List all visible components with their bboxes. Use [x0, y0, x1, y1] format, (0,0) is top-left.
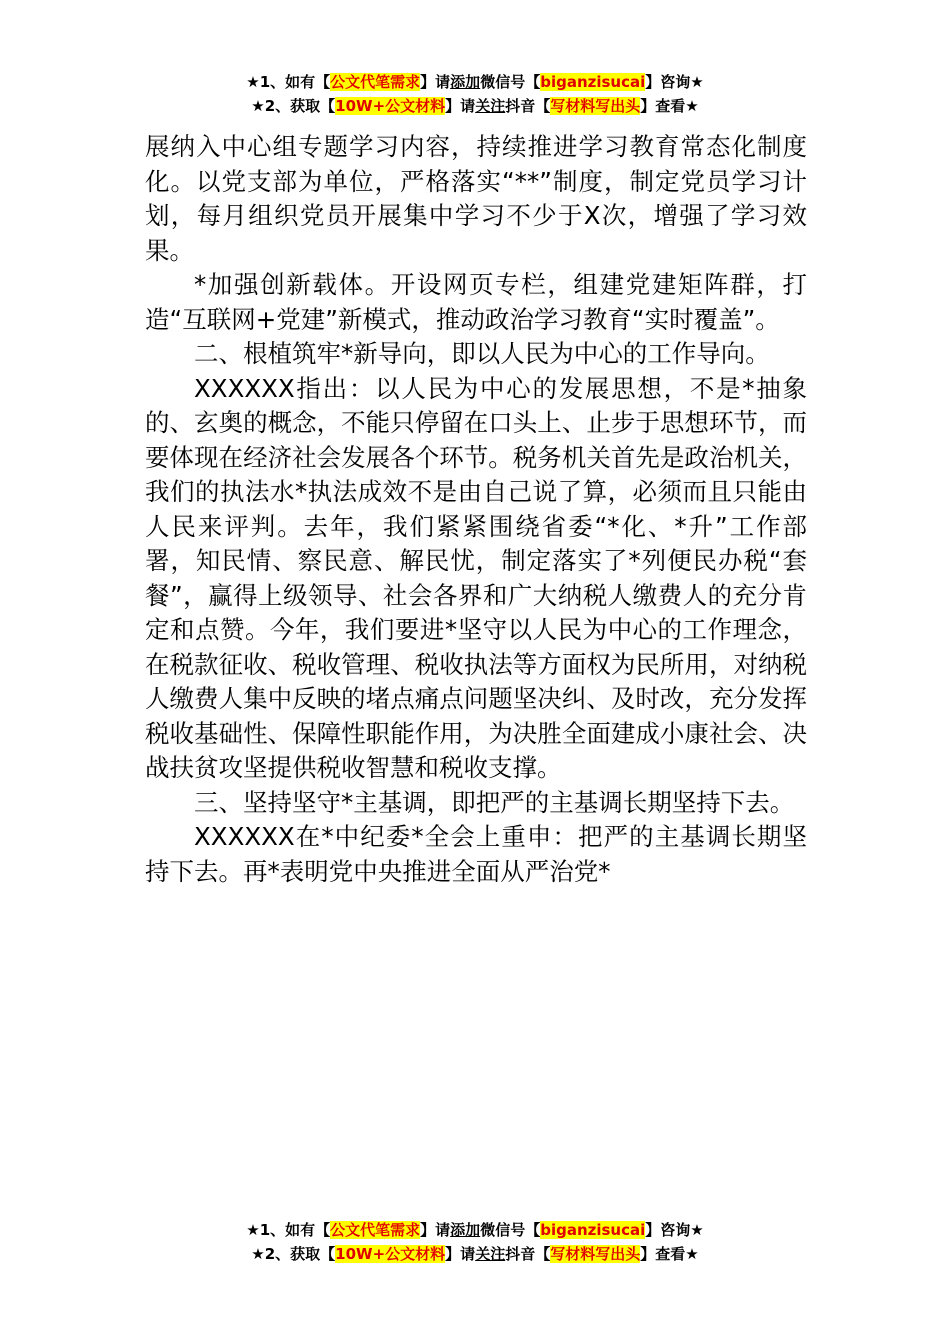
banner-underlined: 添加 — [450, 1221, 481, 1239]
paragraph: XXXXXX指出：以人民为中心的发展思想，不是*抽象的、玄奥的概念，不能只停留在口头上、止步于思想环节，而要体现在经济社会发展各个环节。税务机关首先是政治机关，我们的执法水*执法成效不是由自己说了算，必须而且只能由人民来评判。去年，我们紧紧围绕省委“*化、*升”工作部署，知民情、察民意、解民忧，制定落实了*列便民办税“套餐”，赢得上级领导、社会各界和广大纳税人缴费人的充分肯定和点赞。今年，我们要进*坚守以人民为中心的工作理念，在税款征收、税收管理、税收执法等方面权为民所用，对纳税人缴费人集中反映的堵点痛点问题坚决纠、及时改，充分发挥税收基础性、保障性职能作用，为决胜全面建成小康社会、决战扶贫攻坚提供税收智慧和税收支撑。 — [145, 373, 807, 782]
banner-text: 】咨询 — [645, 73, 691, 91]
footer-banner — [0, 1218, 950, 1266]
star-icon: ★ — [690, 1221, 704, 1239]
banner-underlined: 添加 — [450, 73, 481, 91]
banner-text: 2、获取【 — [264, 97, 336, 115]
paragraph: XXXXXX在*中纪委*全会上重申：把严的主基调长期坚持下去。再*表明党中央推进全面从严治党* — [145, 822, 807, 886]
paragraph: *加强创新载体。开设网页专栏，组建党建矩阵群，打造“互联网+党建”新模式，推动政治学习教育“实时覆盖”。 — [145, 270, 807, 334]
highlight-materials: 10W+公文材料 — [335, 97, 446, 115]
star-icon: ★ — [246, 73, 260, 91]
highlight-wechat-id: biganzisucai — [540, 73, 646, 91]
star-icon: ★ — [690, 73, 704, 91]
banner-text: 微信号【 — [480, 73, 541, 91]
highlight-douyin: 写材料写出头 — [550, 97, 641, 115]
banner-line-1 — [0, 70, 950, 94]
banner-text: 】查看 — [640, 97, 686, 115]
star-icon: ★ — [246, 1221, 260, 1239]
highlight-wechat-id: biganzisucai — [540, 1221, 646, 1239]
header-banner — [0, 70, 950, 118]
banner-underlined: 关注 — [475, 97, 506, 115]
banner-text: 】请 — [420, 1221, 451, 1239]
banner-text: 微信号【 — [480, 1221, 541, 1239]
section-heading: 二、根植筑牢*新导向，即以人民为中心的工作导向。 — [194, 339, 770, 368]
banner-text: 】请 — [445, 1245, 476, 1263]
document-body — [145, 130, 807, 889]
highlight-douyin: 写材料写出头 — [550, 1245, 641, 1263]
banner-text: 】咨询 — [645, 1221, 691, 1239]
banner-line-1 — [0, 1218, 950, 1242]
banner-line-2 — [0, 94, 950, 118]
section-heading: 三、坚持坚守*主基调，即把严的主基调长期坚持下去。 — [194, 787, 795, 817]
highlight-materials: 10W+公文材料 — [335, 1245, 446, 1263]
star-icon: ★ — [251, 97, 265, 115]
banner-text: 1、如有【 — [259, 73, 331, 91]
banner-text: 抖音【 — [505, 1245, 551, 1263]
star-icon: ★ — [685, 97, 699, 115]
banner-text: 】查看 — [640, 1245, 686, 1263]
banner-text: 1、如有【 — [259, 1221, 331, 1239]
highlight-service: 公文代笔需求 — [330, 73, 421, 91]
star-icon: ★ — [251, 1245, 265, 1263]
banner-underlined: 关注 — [475, 1245, 506, 1263]
banner-text: 抖音【 — [505, 97, 551, 115]
star-icon: ★ — [685, 1245, 699, 1263]
banner-text: 2、获取【 — [264, 1245, 336, 1263]
banner-text: 】请 — [445, 97, 476, 115]
paragraph: 展纳入中心组专题学习内容，持续推进学习教育常态化制度化。以党支部为单位，严格落实“**”制度，制定党员学习计划，每月组织党员开展集中学习不少于X次，增强了学习效果。 — [145, 132, 807, 265]
highlight-service: 公文代笔需求 — [330, 1221, 421, 1239]
banner-text: 】请 — [420, 73, 451, 91]
banner-line-2 — [0, 1242, 950, 1266]
